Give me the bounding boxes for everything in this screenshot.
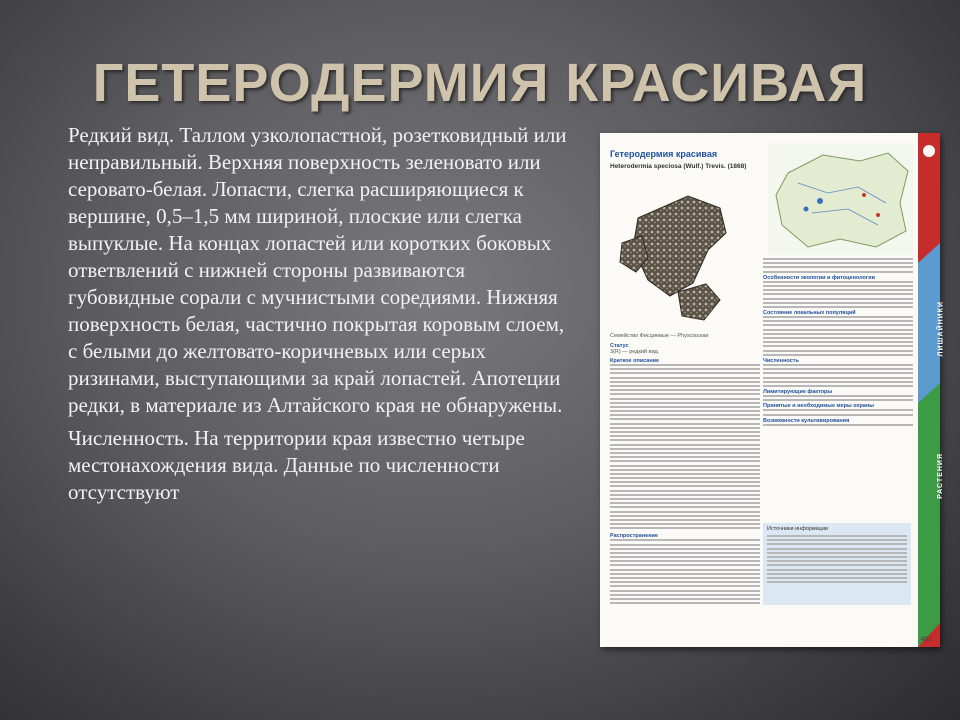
page-section-ecology: Особенности экологии и фитоценологии <box>763 274 875 281</box>
page-sources-box <box>763 523 911 605</box>
bullet-text-description: Редкий вид. Таллом узколопастной, розетковидный или неправильный. Верхняя поверхность зеленовато или серовато-белая. Лопасти, слегка расширяющиеся к вершине, 0,5–1,5 мм шириной, плоские или слегка выпуклые. На концах лопастей или коротких боковых ответвлений с нижней стороны развиваются губовидные сорали с мучнистыми соредиями. Нижняя поверхность белая, частично покрытая коровым слоем, с белыми до желтовато-коричневых или серых ризинами, выступающими за край лопастей. Апотеции редки, в материале из Алтайского края не обнаружены. <box>68 123 567 417</box>
page-section-protection: Принятые и необходимые меры охраны <box>763 403 874 410</box>
page-section-populations: Состояние локальных популяций <box>763 310 856 317</box>
page-tab-lichens: ЛИШАЙНИКИ <box>937 301 944 357</box>
bullet-list <box>30 122 575 512</box>
bullet-item <box>30 425 575 506</box>
bullet-item <box>30 122 575 419</box>
page-number: 481 <box>920 636 932 643</box>
page-family: Семейство Фисциевые — Physciaceae <box>610 333 709 339</box>
page-latin-name: Heterodermia speciosa (Wulf.) Trevis. (1868) <box>610 163 747 170</box>
page-right-column <box>763 258 913 428</box>
book-page-image <box>600 133 944 647</box>
bullet-text-abundance: Численность. На территории края известно четыре местонахождения вида. Данные по численности отсутствуют <box>68 426 525 504</box>
page-section-cultivation: Возможности культивирования <box>763 417 850 424</box>
page-heading: Гетеродермия красивая <box>610 149 718 159</box>
lichen-specimen-photo <box>608 188 758 328</box>
page-sources-label: Источники информации <box>767 526 828 532</box>
page-section-description: Краткое описание <box>610 358 660 364</box>
page-section-status: Статус <box>610 343 629 349</box>
page-left-column <box>610 333 760 606</box>
page-section-abundance: Численность <box>763 357 799 364</box>
slide-title: ГЕТЕРОДЕРМИЯ КРАСИВАЯ <box>92 53 868 113</box>
page-tab-plants: РАСТЕНИЯ <box>937 453 944 499</box>
page-status-text: 3(R) — редкий вид. <box>610 349 660 355</box>
page-section-limiting: Лимитирующие факторы <box>763 389 833 396</box>
page-section-distribution: Распространение <box>610 533 658 540</box>
distribution-map <box>768 143 914 255</box>
page-side-tabs <box>914 133 940 647</box>
